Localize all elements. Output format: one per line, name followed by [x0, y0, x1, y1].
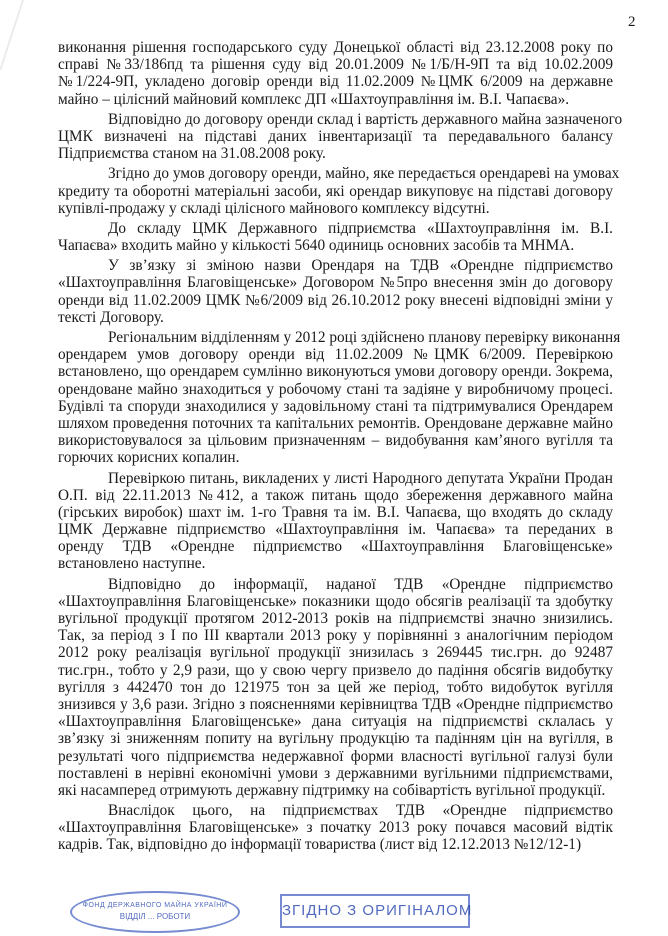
text-line: знизився у 3,6 рази. Згідно з поясненнями керівництва ТДВ «Орендне підприємство	[58, 695, 613, 713]
text-line: справі №33/186пд та рішення суду від 20.01.2009 №1/Б/Н-9П та від 10.02.2009	[58, 56, 613, 74]
paragraph	[58, 802, 613, 854]
text-line: «Шахтоуправління Благовіщенське» дана ситуація на підприємстві склалась у	[58, 713, 613, 731]
text-line: оренди від 11.02.2009 ЦМК №6/2009 від 26.10.2012 року внесені відповідні зміни у	[58, 291, 613, 309]
text-line: виконання рішення господарського суду Донецької області від 23.12.2008 року по	[58, 39, 613, 56]
text-line: Згідно до умов договору оренди, майно, яке передається орендареві на умовах	[108, 165, 620, 183]
seal-ring-text: ФОНД ДЕРЖАВНОГО МАЙНА УКРАЇНИ	[82, 902, 228, 909]
text-line: орендоване майно знаходиться у робочому стані та задіяне у виробничому процесі.	[58, 380, 613, 398]
text-line: горючих корисних копалин.	[58, 449, 240, 467]
text-line: Відповідно до договору оренди склад і вартість державного майна зазначеного	[108, 110, 623, 128]
text-line: встановлено наступне.	[58, 555, 206, 573]
text-line: ЦМК визначені на підставі даних інвентаризації та передавального балансу	[58, 127, 613, 145]
text-line: У зв’язку зі зміною назви Орендаря на ТДВ «Орендне підприємство	[108, 257, 613, 275]
paragraph	[58, 220, 613, 254]
text-line: вугільної продукції протягом 2012-2013 років на підприємстві значно знизились.	[58, 610, 613, 627]
scan-edge	[0, 0, 24, 70]
text-line: Чапаєва» входить майно у кількості 5640 одиниць основних засобів та МНМА.	[58, 237, 575, 255]
text-line: Підприємства станом на 31.08.2008 року.	[58, 145, 326, 163]
text-line: які насамперед отримують державну підтримку на собівартість вугільної продукції.	[58, 781, 606, 799]
text-line: кредиту та оборотні матеріальні засоби, які орендар викуповує на підставі договору	[58, 182, 613, 200]
text-line: О.П. від 22.11.2013 №412, а також питань щодо збереження державного майна	[58, 486, 613, 504]
text-line: орендарем умов договору оренди від 11.02.2009 №ЦМК 6/2009. Перевіркою	[58, 346, 613, 364]
text-line: Відповідно до інформації, наданої ТДВ «Орендне підприємство	[108, 575, 613, 593]
paragraph	[58, 110, 623, 163]
text-line: ЦМК Державне підприємство «Шахтоуправління ім. Чапаєва» та переданих в	[58, 521, 613, 539]
paragraph	[58, 576, 613, 799]
text-line: тексті Договору.	[58, 308, 164, 326]
text-line: поставлені в нерівні економічні умови з державними вугільними підприємствами,	[58, 764, 613, 782]
round-seal-stamp	[70, 891, 240, 933]
text-line: «Шахтоуправління Благовіщенське» Договором №5про внесення змін до договору	[58, 274, 613, 292]
text-line: Перевіркою питань, викладених у листі Народного депутата України Продан	[108, 469, 613, 487]
text-line: Так, за період з I по III квартали 2013 року у порівнянні з аналогічним періодом	[58, 627, 613, 645]
seal-center-text: ВІДДІЛ ... РОБОТИ	[119, 912, 191, 921]
document-body	[58, 39, 623, 854]
text-line: «Шахтоуправління Благовіщенське» з початку 2013 року почався масовий відтік	[58, 819, 613, 837]
text-line: (гірських виробок) шахт ім. 1-го Травня та ім. В.І. Чапаєва, що входять до складу	[58, 503, 613, 521]
text-line: «Шахтоуправління Благовіщенське» показники щодо обсягів реалізації та здобутку	[58, 592, 613, 610]
text-line: До складу ЦМК Державного підприємства «Шахтоуправління ім. В.І.	[108, 219, 613, 237]
text-line: вугілля з 442470 тон до 121975 тон за цей же період, тобто видобуток вугілля	[58, 678, 613, 696]
paragraph	[58, 470, 613, 573]
text-line: результаті чого підприємства недержавної форми власності вугільної галузі були	[58, 747, 613, 765]
paragraph	[58, 39, 613, 108]
text-line: використовувалося за цільовим призначенням – видобування кам’яного вугілля та	[58, 432, 613, 450]
text-line: Будівлі та споруди знаходилися у задовільному стані та підтримувалися Орендарем	[58, 397, 613, 415]
paragraph	[58, 165, 620, 217]
text-line: тис.грн., тобто у 2,9 рази, що у свою чергу призвело до падіння обсягів видобутку	[58, 661, 613, 679]
text-line: встановлено, що орендарем сумлінно виконуються умови договору оренди. Зокрема,	[58, 363, 613, 381]
text-line: №1/224-9П, укладено договір оренди від 11.02.2009 №ЦМК 6/2009 на державне	[58, 73, 613, 91]
text-line: майно – цілісний майновий комплекс ДП «Шахтоуправління ім. В.І. Чапаєва».	[58, 90, 570, 108]
text-line: зв’язку зі зниженням попиту на вугільну продукцію та падінням цін на вугілля, в	[58, 730, 613, 748]
paragraph	[58, 257, 613, 326]
text-line: оренду ТДВ «Орендне підприємство «Шахтоуправління Благовіщенське»	[58, 538, 613, 556]
paragraph	[58, 329, 621, 467]
text-line: купівлі-продажу у складі цілісного майнового комплексу відсутні.	[58, 199, 490, 217]
text-line: шляхом проведення поточних та капітальних ремонтів. Орендоване державне майно	[58, 414, 613, 432]
page-number: 2	[628, 14, 636, 30]
text-line: 2012 року реалізація вугільної продукції знизилась з 269445 тис.грн. до 92487	[58, 644, 613, 662]
text-line: Внаслідок цього, на підприємствах ТДВ «Орендне підприємство	[108, 802, 613, 820]
text-line: кадрів. Так, відповідно до інформації товариства (лист від 12.12.2013 №12/12-1)	[58, 836, 582, 854]
certified-copy-stamp: ЗГІДНО З ОРИГІНАЛОМ	[280, 894, 470, 928]
text-line: Регіональним відділенням у 2012 році здійснено планову перевірку виконання	[108, 329, 621, 346]
